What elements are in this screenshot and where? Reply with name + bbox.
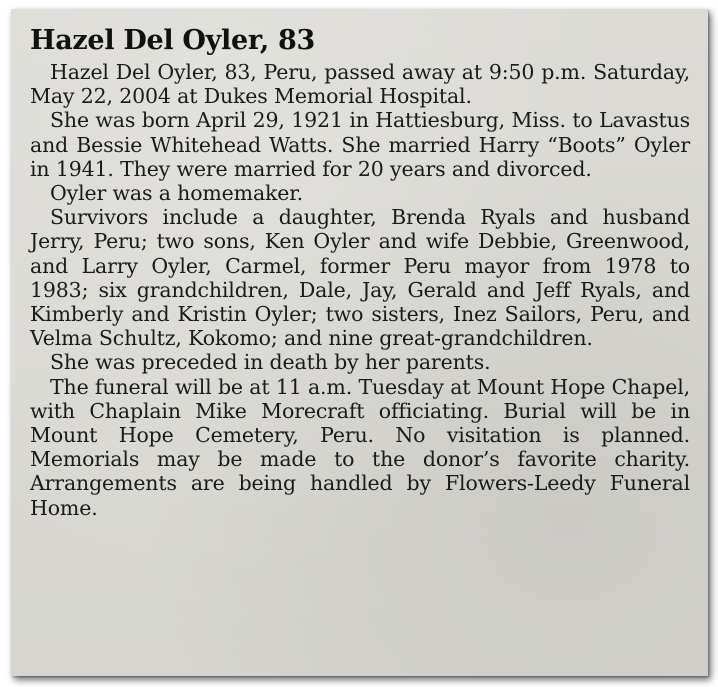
obituary-headline: Hazel Del Oyler, 83 [30,25,315,56]
obituary-paragraph-death-notice: Hazel Del Oyler, 83, Peru, passed away at 9:50 p.m. Saturday, May 22, 2004 at Dukes Memorial Hospital. [30,60,690,109]
obituary-paragraph-preceded: She was preceded in death by her parents. [50,350,491,375]
obituary-paragraph-survivors: Survivors include a daughter, Brenda Ryals and husband Jerry, Peru; two sons, Ken Oyler and wife Debbie, Greenwood, and Larry Oyler, Carmel, former Peru mayor from 1978 to 1983; six grandchildren, Dale, Jay, Gerald and Jeff Ryals, and Kimberly and Kristin Oyler; two sisters, Inez Sailors, Peru, and Velma Schultz, Kokomo; and nine great-grandchildren. [30,205,690,351]
obituary-body [30,60,690,520]
obituary-paragraph-occupation: Oyler was a homemaker. [50,181,304,206]
obituary-paragraph-birth-marriage: She was born April 29, 1921 in Hattiesburg, Miss. to Lavastus and Bessie Whitehead Watts. She married Harry “Boots” Oyler in 1941. They were married for 20 years and divorced. [30,108,690,181]
newspaper-clipping [11,9,708,676]
obituary-paragraph-services: The funeral will be at 11 a.m. Tuesday at Mount Hope Chapel, with Chaplain Mike Morecraft officiating. Burial will be in Mount Hope Cemetery, Peru. No visitation is planned. Memorials may be made to the donor’s favorite charity. Arrangements are being handled by Flowers-Leedy Funeral Home. [30,374,690,520]
